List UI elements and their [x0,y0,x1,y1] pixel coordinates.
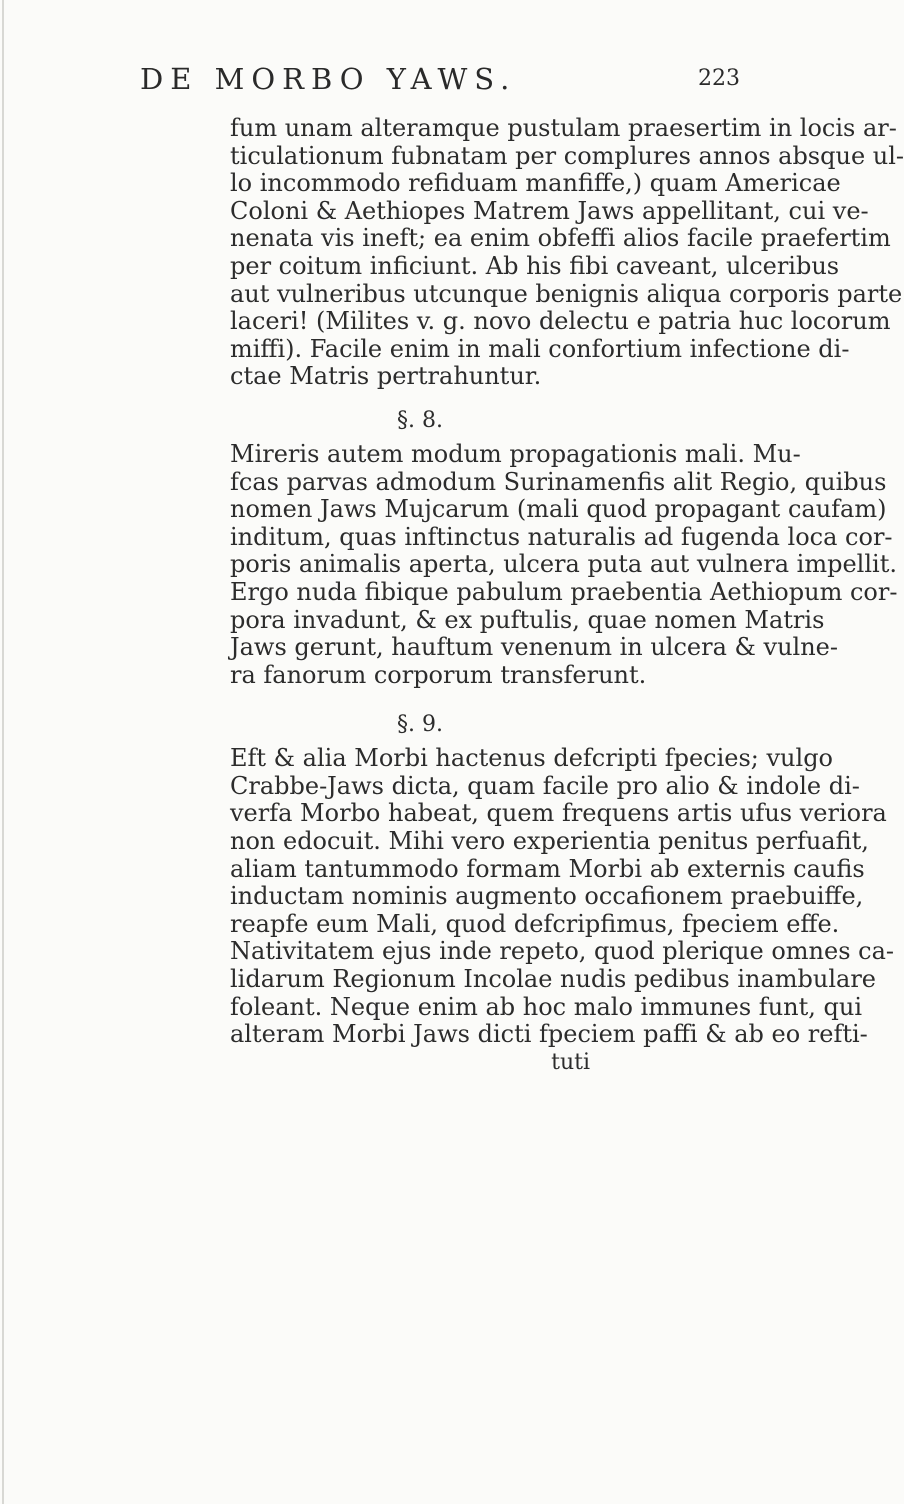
text-line: per coitum inficiunt. Ab his fibi caveant, ulceribus [230,251,840,280]
page-edge-divider [2,0,4,1504]
text-line: nomen Jaws Mujcarum (mali quod propagant caufam) [230,495,887,524]
text-line: Ergo nuda fibique pabulum praebentia Aethiopum cor- [230,577,898,606]
text-line: poris animalis aperta, ulcera puta aut vulnera impellit. [230,550,897,579]
text-line: verfa Morbo habeat, quem frequens artis ufus veriora [230,799,887,828]
text-line: ctae Matris pertrahuntur. [230,362,542,391]
text-line: reapfe eum Mali, quod defcripfimus, fpeciem effe. [230,909,840,938]
text-line: inductam nominis augmento occafionem praebuiffe, [230,882,864,911]
text-line: ra fanorum corporum transferunt. [230,660,647,689]
section-8-text [230,439,898,689]
section-8-heading: §. 8. [397,407,443,433]
text-line: lidarum Regionum Incolae nudis pedibus inambulare [230,965,876,994]
text-line: non edocuit. Mihi vero experientia penitus perfuafit, [230,827,869,856]
text-line: Nativitatem ejus inde repeto, quod plerique omnes ca- [230,937,894,966]
section-9-text [230,744,894,1075]
text-line: fcas parvas admodum Surinamenfis alit Regio, quibus [230,467,887,496]
text-line: Mireris autem modum propagationis mali. Mu- [230,439,801,468]
text-line: miffi). Facile enim in mali confortium infectione di- [230,334,850,363]
text-line: aut vulneribus utcunque benignis aliqua corporis parte [230,279,903,308]
text-line: lo incommodo refiduam manfiffe,) quam Americae [230,169,841,198]
page-header [140,62,740,102]
text-line: fum unam alteramque pustulam praesertim in locis ar- [230,114,897,142]
text-line: laceri! (Milites v. g. novo delectu e patria huc locorum [230,307,891,336]
text-line: Crabbe-Jaws dicta, quam facile pro alio & indole di- [230,771,860,800]
paragraph-1 [230,114,904,391]
text-line: foleant. Neque enim ab hoc malo immunes funt, qui [230,992,863,1021]
catchword: tuti [551,1049,590,1075]
text-line: ticulationum fubnatam per complures annos absque ul- [230,141,904,170]
text-line: pora invadunt, & ex puftulis, quae nomen Matris [230,605,825,634]
text-line: inditum, quas inftinctus naturalis ad fugenda loca cor- [230,522,893,551]
section-9-heading: §. 9. [397,712,443,738]
text-line: Jaws gerunt, hauftum venenum in ulcera & vulne- [230,633,838,662]
text-line: nenata vis ineft; ea enim obfeffi alios facile praefertim [230,224,891,253]
body-text [230,114,904,1075]
text-line: Eft & alia Morbi hactenus defcripti fpecies; vulgo [230,744,833,773]
section-spacer [230,689,790,695]
running-title: DE MORBO YAWS. [140,62,517,96]
text-line: Coloni & Aethiopes Matrem Jaws appellitant, cui ve- [230,196,869,225]
text-line: alteram Morbi Jaws dicti fpeciem paffi & ab eo refti- [230,1020,868,1049]
text-line: aliam tantummodo formam Morbi ab externis caufis [230,854,865,883]
page-number: 223 [698,66,740,91]
